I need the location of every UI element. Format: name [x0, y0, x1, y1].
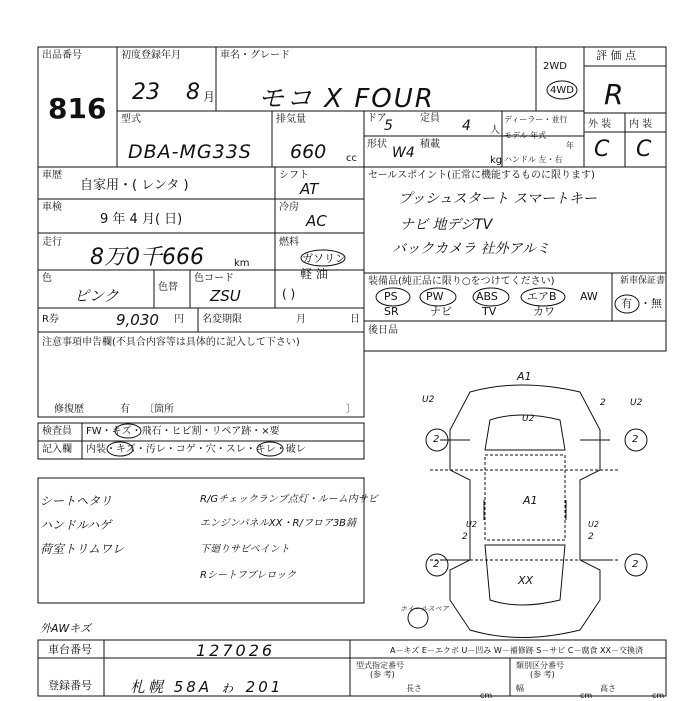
drive-2wd: 2WD [543, 61, 567, 72]
shift-value: AT [300, 180, 319, 198]
diagram-tire-note: ホイールスペア [400, 605, 449, 613]
equip-ps: PS [384, 290, 398, 303]
fuel-label: 燃料 [279, 237, 299, 248]
inspector-row-1: FW・キズ・飛石・ヒビ割・リペア跡・×要 [86, 426, 280, 437]
first-reg-year: 23 [132, 80, 160, 105]
warranty-no: ・無 [640, 297, 662, 310]
color-code-label: 色コード [194, 273, 234, 284]
capacity-value: 4 [462, 118, 471, 134]
diagram-mark-u2-b: U2 [630, 398, 643, 408]
diagram-mark-u2-c: U2 [522, 414, 535, 424]
equip-navi: ナビ [430, 305, 452, 318]
width-cm: cm [580, 691, 593, 700]
extra-note: 外AWキズ [40, 622, 91, 635]
diagram-mark-2-g: 2 [600, 398, 606, 408]
color-label: 色 [42, 273, 52, 284]
repair-close: 〕 [346, 404, 356, 415]
diagram-mark-2-d: 2 [632, 559, 639, 570]
warranty-yes: 有 [621, 297, 632, 310]
reg-label: 登録番号 [48, 679, 92, 692]
displacement-label: 排気量 [276, 114, 306, 125]
frame-value: 127026 [196, 641, 276, 660]
form-label: 型式指定番号 [356, 661, 404, 670]
rating-label: 評 価 点 [596, 49, 636, 62]
model-year-label: モデル 年式 [504, 131, 547, 140]
selling-point-1: プッシュスタート スマートキー [398, 191, 597, 207]
equip-tv: TV [482, 305, 497, 318]
selling-point-3: バックカメラ 社外アルミ [392, 241, 550, 257]
class-label: 類別区分番号 [516, 661, 564, 670]
selling-points-label: セールスポイント(正常に機能するものに限ります) [368, 170, 595, 181]
mileage-value: 8万0千666 [90, 245, 204, 270]
diagram-mark-xx: XX [518, 574, 534, 587]
shift-label: シフト [279, 170, 309, 181]
damage-legend: A－キズ E－エクボ U－凹み W－補修跡 S－サビ C－腐食 XX－交換済 [390, 646, 644, 655]
equip-airbag: エアB [527, 290, 557, 303]
fuel-light-oil: 軽 油 [300, 267, 328, 281]
drive-4wd: 4WD [550, 85, 574, 96]
remark-right-1: R/Gチェックランプ点灯・ルーム内サビ [200, 494, 378, 505]
remark-right-4: Rシートフブレロック [200, 570, 297, 581]
diagram-mark-2-f: 2 [588, 532, 594, 542]
height-label: 高さ [600, 684, 616, 693]
recycle-unit: 円 [174, 314, 184, 325]
inspector-entry-label: 記入欄 [42, 444, 72, 455]
inspector-label: 検査員 [42, 426, 72, 437]
model-value: DBA-MG33S [128, 141, 252, 163]
diagram-mark-2-c: 2 [433, 559, 440, 570]
color-code-value: ZSU [210, 287, 241, 305]
model-label: 型式 [121, 114, 141, 125]
repair-value: 有 [120, 404, 130, 415]
lot-label: 出品番号 [42, 50, 82, 61]
equipment-label: 装備品(純正品に限り○をつけてください) [368, 276, 555, 287]
length-label: 長さ [406, 684, 422, 693]
diagram-mark-u2-a: U2 [422, 395, 435, 405]
rear-seat-label: 後日品 [368, 325, 398, 336]
history-value: 自家用・( レンタ ) [80, 178, 189, 193]
mileage-label: 走行 [42, 237, 62, 248]
remark-right-2: エンジンパネルXX・R/フロア3B錆 [200, 518, 357, 529]
meigi-day: 日 [350, 314, 360, 325]
frame-label: 車台番号 [48, 643, 92, 656]
meigi-label: 名変期限 [202, 314, 242, 325]
diagram-mark-roof: A1 [523, 494, 538, 507]
doors-label: ドア [367, 113, 387, 124]
displacement-value: 660 [290, 141, 327, 163]
interior-label: 内 装 [629, 119, 653, 130]
car-name-value: モコ X FOUR [258, 84, 435, 114]
first-reg-month: 8 [186, 80, 200, 105]
handle-label: ハンドル 左・右 [504, 155, 563, 164]
remark-left-1: シートヘタリ [40, 494, 113, 508]
selling-point-2: ナビ 地デジTV [400, 217, 493, 233]
width-label: 幅 [516, 684, 524, 693]
remark-left-2: ハンドルハゲ [40, 518, 112, 532]
fuel-gasoline: ガソリン [302, 252, 346, 265]
mileage-unit: km [234, 258, 250, 269]
reg-value: 札幌 58A ゎ 201 [130, 678, 284, 696]
remark-left-3: 荷室トリムワレ [40, 542, 125, 556]
diagram-mark-2-e: 2 [462, 532, 468, 542]
first-reg-label: 初度登録年月 [121, 50, 181, 61]
exterior-label: 外 装 [588, 119, 612, 130]
form-ref: (参 考) [370, 670, 395, 679]
shape-value: W4 [392, 145, 415, 161]
shape-label: 形状 [367, 139, 387, 150]
fuel-other: ( ) [282, 287, 296, 301]
rating-value: R [604, 78, 624, 111]
remark-right-3: 下廻りサビペイント [200, 544, 290, 555]
interior-value: C [636, 137, 652, 162]
warranty-label: 新車保証書 [620, 276, 666, 286]
model-year-unit: 年 [566, 141, 574, 150]
recycle-label: R券 [42, 314, 59, 325]
notes-label: 注意事項申告欄(不具合内容等は具体的に記入して下さい) [42, 337, 300, 348]
equip-leather: カワ [533, 305, 555, 318]
doors-value: 5 [384, 118, 393, 134]
capacity-label: 定員 [420, 113, 440, 124]
equip-aw: AW [580, 290, 598, 303]
height-cm: cm [652, 691, 665, 700]
color-change-label: 色替 [158, 282, 178, 293]
exterior-value: C [594, 137, 610, 162]
diagram-mark-2-b: 2 [632, 434, 639, 445]
repair-place: 〔箇所 [144, 404, 174, 415]
first-reg-month-unit: 月 [203, 90, 216, 104]
color-value: ピンク [74, 287, 119, 305]
equip-sr: SR [384, 305, 399, 318]
inspection-label: 車検 [42, 202, 62, 213]
diagram-mark-front: A1 [517, 370, 532, 383]
ac-value: AC [306, 212, 327, 230]
inspector-row-2: 内装・キズ・汚レ・コゲ・穴・スレ・キレ・破レ [86, 444, 306, 455]
length-cm: cm [480, 691, 493, 700]
displacement-unit: cc [346, 153, 357, 164]
dealer-label: ディーラー・並行 [504, 115, 568, 124]
repair-label: 修復歴 [54, 404, 84, 415]
history-label: 車歴 [42, 170, 62, 181]
capacity-unit: 人 [490, 125, 500, 136]
meigi-month: 月 [296, 314, 306, 325]
load-label: 積載 [420, 139, 440, 150]
diagram-mark-u2-e: U2 [588, 520, 599, 529]
inspection-value: 9 年 4 月( 日) [100, 212, 183, 227]
diagram-mark-u2-d: U2 [466, 520, 477, 529]
equip-pw: PW [426, 290, 444, 303]
diagram-mark-2-a: 2 [433, 434, 440, 445]
load-unit: kg [490, 155, 503, 166]
equip-abs: ABS [476, 290, 498, 303]
ac-label: 冷房 [279, 202, 299, 213]
recycle-value: 9,030 [116, 311, 159, 329]
lot-number: 816 [48, 92, 107, 125]
class-ref: (参 考) [530, 670, 555, 679]
car-name-label: 車名・グレード [220, 50, 290, 61]
